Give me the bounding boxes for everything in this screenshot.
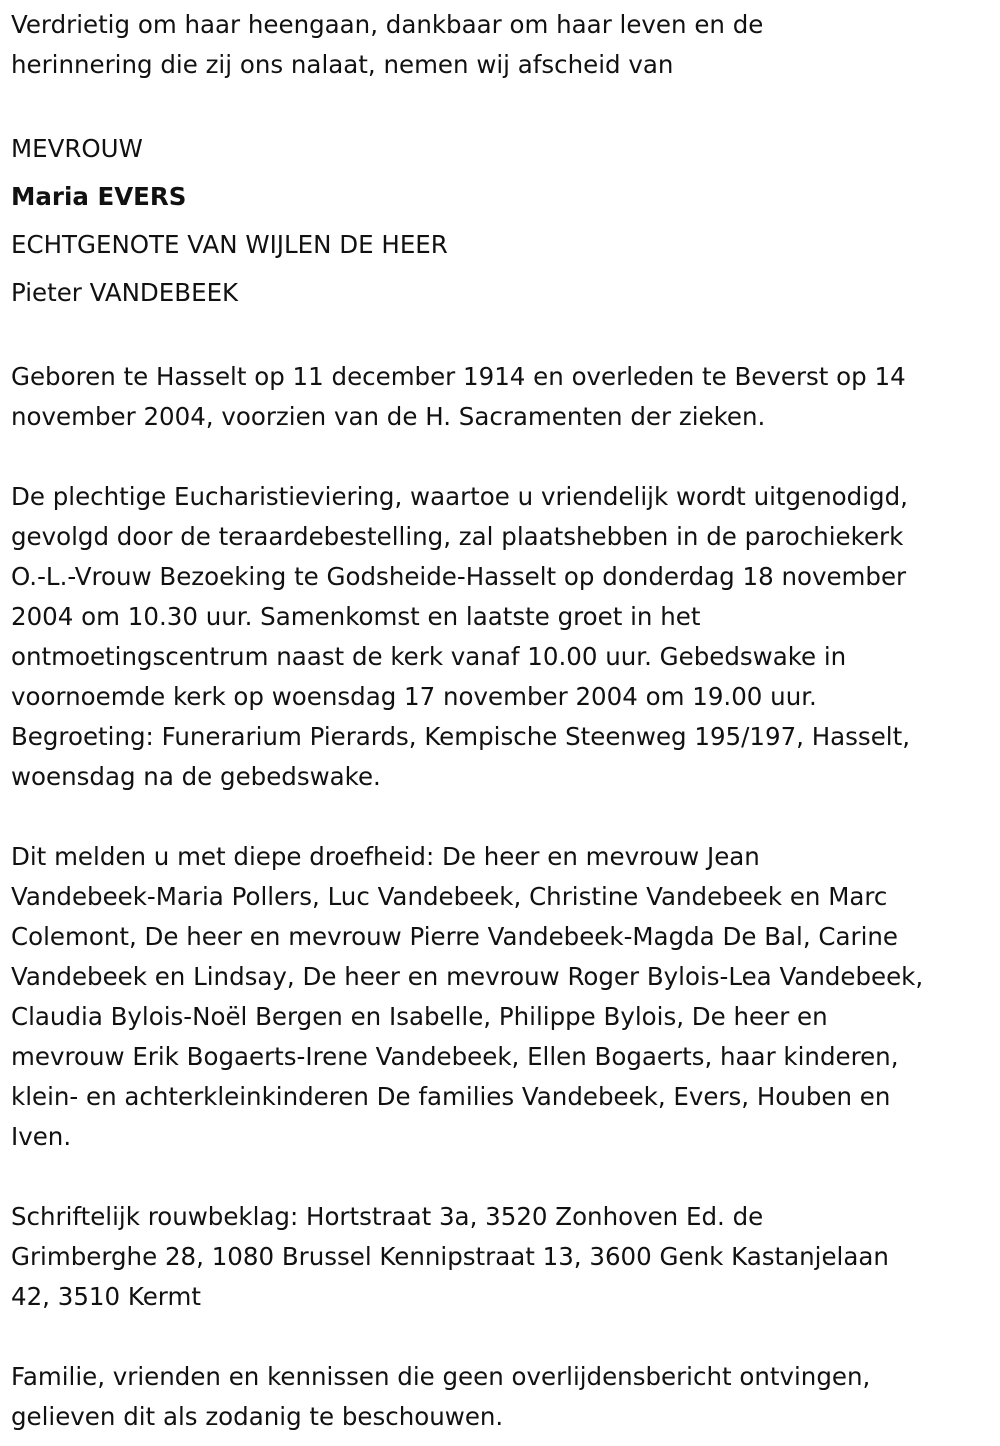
ceremony-line-1: De plechtige Eucharistieviering, waartoe u vriendelijk wordt uitgenodigd, xyxy=(11,482,908,511)
ceremony-line-4: 2004 om 10.30 uur. Samenkomst en laatste groet in het xyxy=(11,602,701,631)
ceremony-line-8: woensdag na de gebedswake. xyxy=(11,762,381,791)
paragraph-spacer xyxy=(11,1317,988,1357)
intro-line-2: herinnering die zij ons nalaat, nemen wij afscheid van xyxy=(11,50,674,79)
announcement-line-2: Vandebeek-Maria Pollers, Luc Vandebeek, Christine Vandebeek en Marc xyxy=(11,882,888,911)
deceased-name: Maria EVERS xyxy=(11,182,187,211)
announcement-paragraph xyxy=(11,837,988,1157)
paragraph-spacer xyxy=(11,1157,988,1197)
birth-death-line-1: Geboren te Hasselt op 11 december 1914 en overleden te Beverst op 14 xyxy=(11,362,906,391)
ceremony-line-3: O.-L.-Vrouw Bezoeking te Godsheide-Hasselt op donderdag 18 november xyxy=(11,562,907,591)
announcement-line-5: Claudia Bylois-Noël Bergen en Isabelle, Philippe Bylois, De heer en xyxy=(11,1002,828,1031)
announcement-line-6: mevrouw Erik Bogaerts-Irene Vandebeek, Ellen Bogaerts, haar kinderen, xyxy=(11,1042,899,1071)
paragraph-spacer xyxy=(11,437,988,477)
ceremony-paragraph xyxy=(11,477,988,797)
closing-line-1: Familie, vrienden en kennissen die geen overlijdensbericht ontvingen, xyxy=(11,1362,871,1391)
heading-title: MEVROUW xyxy=(11,134,143,163)
ceremony-line-5: ontmoetingscentrum naast de kerk vanaf 10.00 uur. Gebedswake in xyxy=(11,642,847,671)
paragraph-spacer xyxy=(11,797,988,837)
spouse-name: Pieter VANDEBEEK xyxy=(11,278,239,307)
closing-line-2: gelieven dit als zodanig te beschouwen. xyxy=(11,1402,504,1431)
ceremony-line-2: gevolgd door de teraardebestelling, zal plaatshebben in de parochiekerk xyxy=(11,522,904,551)
heading-block xyxy=(11,125,988,317)
paragraph-spacer xyxy=(11,317,988,357)
birth-death-paragraph xyxy=(11,357,988,437)
paragraph-spacer xyxy=(11,85,988,125)
ceremony-line-7: Begroeting: Funerarium Pierards, Kempische Steenweg 195/197, Hasselt, xyxy=(11,722,910,751)
intro-paragraph xyxy=(11,0,988,85)
closing-paragraph xyxy=(11,1357,988,1437)
relation-line: ECHTGENOTE VAN WIJLEN DE HEER xyxy=(11,230,448,259)
announcement-line-8: Iven. xyxy=(11,1122,72,1151)
condolences-line-1: Schriftelijk rouwbeklag: Hortstraat 3a, 3520 Zonhoven Ed. de xyxy=(11,1202,764,1231)
condolences-paragraph xyxy=(11,1197,988,1317)
announcement-line-3: Colemont, De heer en mevrouw Pierre Vandebeek-Magda De Bal, Carine xyxy=(11,922,899,951)
condolences-line-2: Grimberghe 28, 1080 Brussel Kennipstraat 13, 3600 Genk Kastanjelaan xyxy=(11,1242,889,1271)
ceremony-line-6: voornoemde kerk op woensdag 17 november 2004 om 19.00 uur. xyxy=(11,682,817,711)
birth-death-line-2: november 2004, voorzien van de H. Sacramenten der zieken. xyxy=(11,402,766,431)
announcement-line-4: Vandebeek en Lindsay, De heer en mevrouw Roger Bylois-Lea Vandebeek, xyxy=(11,962,924,991)
intro-line-1: Verdrietig om haar heengaan, dankbaar om haar leven en de xyxy=(11,10,764,39)
condolences-line-3: 42, 3510 Kermt xyxy=(11,1282,201,1311)
announcement-line-1: Dit melden u met diepe droefheid: De heer en mevrouw Jean xyxy=(11,842,760,871)
announcement-line-7: klein- en achterkleinkinderen De families Vandebeek, Evers, Houben en xyxy=(11,1082,891,1111)
